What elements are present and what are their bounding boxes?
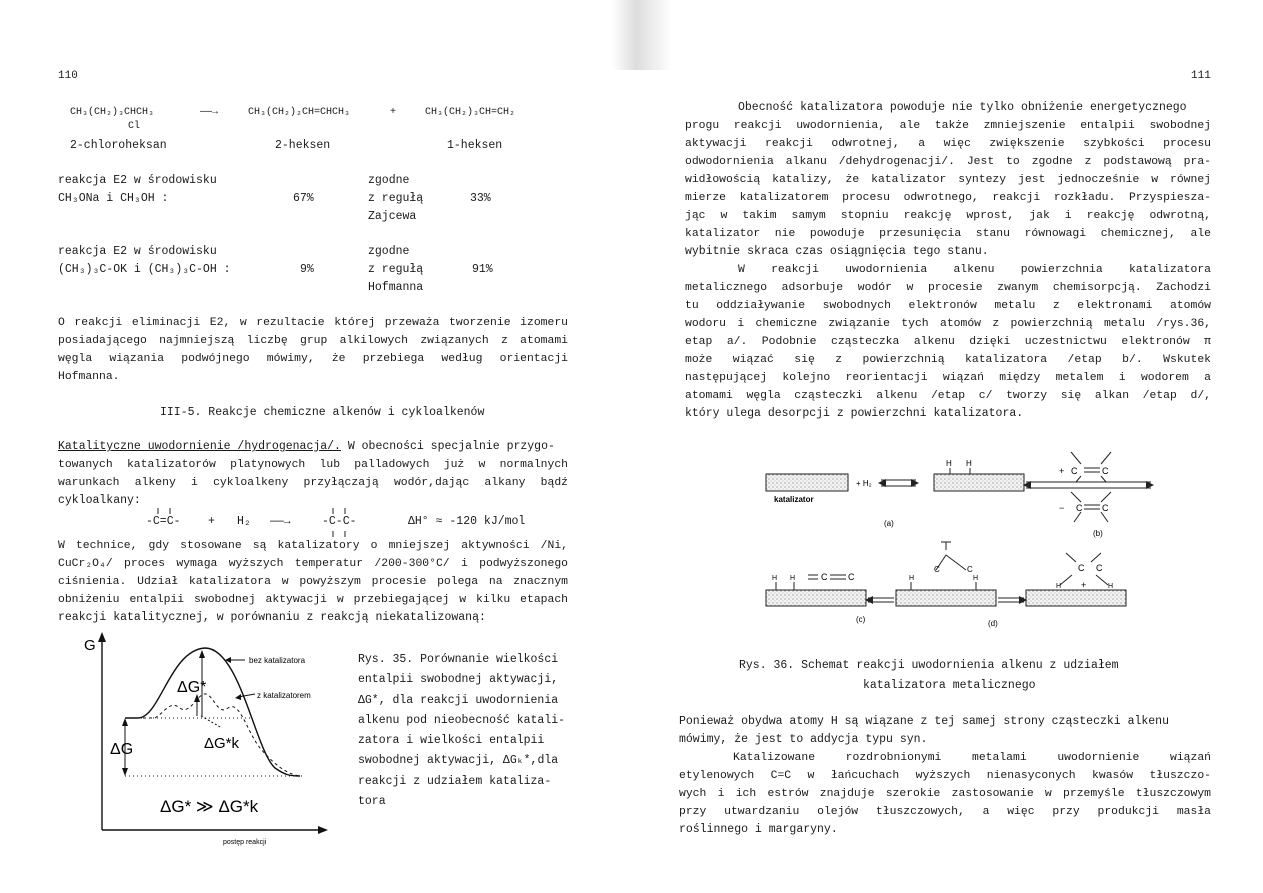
catalyst-surface [766,474,848,491]
e2a-pct1: 67% [293,192,314,205]
relation-label: ΔG* ≫ ΔG*k [160,797,259,816]
paragraph-line: W technice, gdy stosowane są katalizatory o mniejszej aktywności /Ni, [58,540,568,552]
paragraph-line: obniżeniu entalpii swobodnej aktywacji w przebiegającej w kilku etapach [58,594,568,606]
alkane-formula: -C-C- [322,515,357,528]
paragraph-line: odwodornienia alkanu /dehydrogenacji/. Jest to zgodne z podstawową pra- [685,156,1211,168]
plus-sign: + [1059,466,1065,476]
paragraph-line: który ulega desorpcji z powierzchni katalizatora. [685,407,1024,420]
reactant-substituent: Cl [128,121,141,132]
c-atom: C [934,565,940,574]
e2b-pct2: 91% [472,263,493,276]
paragraph-line: etylenowych C=C w łańcuchach wyższych nienasyconych kwasów tłuszczo- [679,770,1211,782]
caption-line: alkenu pod nieobecność katali- [358,713,566,727]
paragraph-line: O reakcji eliminacji E2, w rezultacie której przeważa tworzenie izomeru [58,317,568,329]
e2a-line1: reakcja E2 w środowisku [58,174,217,187]
delta-g-k-label: ΔG*k [204,735,240,752]
catalyst-surface [896,590,996,606]
paragraph-line: posiadającego najmniejszą liczbę grup alkilowych związanych z atomami [58,335,568,347]
left-page [0,0,631,893]
h-atom: H [790,575,796,582]
subsection-title: Katalityczne uwodornienie /hydrogenacja/. [58,440,341,453]
h-atom: H [772,575,778,582]
stage-a-label: (a) [884,519,894,528]
stage-d-label: (d) [988,619,998,628]
axis-y-label: G [84,637,96,654]
paragraph-line: wych i ich estrów znajduje szerokie zastosowanie w przemyśle tłuszczowym [679,788,1211,800]
catalyst-label: katalizator [774,495,814,504]
stage-c-label: (c) [856,615,866,624]
c-atom: C [1102,503,1109,513]
c-atom: C [1096,563,1103,573]
alkene-formula: -C=C- [146,515,181,528]
product1-name: 2-heksen [275,139,331,152]
product2-formula: CH₃(CH₂)₃CH=CH₂ [425,107,516,118]
e2b-rule2: z regułą [368,263,424,276]
h-atom: H [946,459,952,468]
paragraph-line: CuCr₂O₄/ proces wymaga wyższych temperatur /200-300°C/ i podwyższonego [58,558,568,570]
delta-g-star-label: ΔG* [177,679,207,696]
figure-35-energy-diagram [80,630,345,848]
enthalpy-value: ΔH° ≈ -120 kJ/mol [408,515,526,528]
figure-36-caption-line: Rys. 36. Schemat reakcji uwodornienia alkenu z udziałem [739,659,1119,672]
c-atom: C [1078,563,1085,573]
paragraph-line: mierze katalizatorem procesu odwrotnego, reakcji rozkładu. Przyspiesza- [685,192,1211,204]
figure-36-mechanism-diagram [756,450,1196,640]
paragraph-line: węgla wiązania podwójnego mówimy, że przebiega według orientacji [58,353,568,365]
paragraph-line: jąc w takim samym stopniu reakcję wprost, jak i reakcję odwrotną, [685,210,1211,222]
product1-formula: CH₃(CH₂)₂CH=CHCH₃ [248,107,351,118]
plus-sign: + [1081,580,1087,590]
h-atom: H [966,459,972,468]
h-atom: H [909,575,915,582]
c-atom: C [1076,503,1083,513]
paragraph-line: Katalizowane rozdrobnionymi metalami uwodornienie wiązań [733,752,1211,764]
h2-formula: H₂ [237,515,251,528]
product2-name: 1-heksen [447,139,503,152]
paragraph-text: W obecności specjalnie przygo- [340,440,555,453]
axis-x-label: postęp reakcji [223,839,267,846]
e2b-rule1: zgodne [368,245,410,258]
c-atom: C [1102,466,1109,476]
minus-sign: − [1059,503,1065,513]
delta-g-label: ΔG [110,741,134,758]
page-number: 111 [1191,70,1211,82]
section-heading: III-5. Reakcje chemiczne alkenów i cykloalkenów [160,406,485,419]
paragraph-line: warunkach alkeny i cykloalkeny przyłączają wodór,dając alkany bądź [58,477,568,489]
paragraph-line: metalicznego adsorbuje wodór w procesie zwanym chemisorpcją. Zachodzi [685,282,1211,294]
e2b-rule3: Hofmanna [368,281,424,294]
plus-sign: + [390,107,397,118]
paragraph-line: W reakcji uwodornienia alkenu powierzchnia katalizatora [738,264,1211,276]
paragraph-line: ciśnienia. Udział katalizatora w powyższym procesie polega na znacznym [58,576,568,588]
right-page [631,0,1263,893]
reaction-arrow: ——→ [270,515,291,528]
figure-35-caption [358,650,565,812]
caption-line: Rys. 35. Porównanie wielkości [358,653,559,666]
paragraph-line: wodoru i chemiczne związanie tych atomów z powierzchnią metalu /rys.36, [685,318,1211,330]
paragraph-line: progu reakcji uwodornienia, ale także zmniejszenie entalpii swobodnej [685,120,1211,132]
paragraph-line: Obecność katalizatora powoduje nie tylko obniżenie energetycznego [738,101,1187,114]
uncatalyzed-curve [125,648,300,776]
label-catalyzed: z katalizatorem [257,691,311,700]
plus-sign: + [208,515,215,528]
e2a-rule2: z regułą [368,192,424,205]
paragraph-line [58,438,555,456]
caption-line: swobodnej aktywacji, ΔGₖ*,dla [358,754,559,768]
paragraph-line: Ponieważ obydwa atomy H są wiązane z tej samej strony cząsteczki alkenu [679,715,1169,728]
paragraph-line: etap a/. Podobnie cząsteczka alkenu dzięki uczestnictwu elektronów π [685,336,1211,348]
paragraph-line: reakcji katalitycznej, w porównaniu z reakcją niekatalizowaną: [58,611,486,624]
e2a-pct2: 33% [470,192,491,205]
caption-line: tora [358,795,386,809]
h-atom: H [1056,583,1062,590]
stage-b-label: (b) [1093,529,1103,538]
reactant-name: 2-chloroheksan [70,139,167,152]
e2b-line1: reakcja E2 w środowisku [58,245,217,258]
paragraph-line: może wiązać się z powierzchnią katalizatora /etap b/. Wskutek [685,354,1211,366]
paragraph-line: wybitnie skraca czas osiągnięcia tego stanu. [685,245,989,258]
paragraph-line: towanych katalizatorów platynowych lub palladowych już w normalnych [58,459,568,471]
caption-line: entalpii swobodnej aktywacji, [358,673,559,687]
paragraph-line: przy utwardzaniu olejów tłuszczowych, a więc przy produkcji masła [679,806,1211,818]
c-atom: C [848,572,855,582]
reactant-formula: CH₃(CH₂)₃CHCH₃ [70,107,155,118]
e2a-rule3: Zajcewa [368,210,417,223]
paragraph-line: następującej kolejno reorientacji wiązań między metalem i wodorem a [685,372,1211,384]
paragraph-line: katalizator nie powoduje przesunięcia stanu równowagi chemicznej, ale [685,228,1211,240]
paragraph-line: atomami węgla cząsteczki alkenu /etap c/ tworzy się alkan /etap d/, [685,390,1211,402]
e2b-line2: (CH₃)₃C-OK i (CH₃)₃C-OH : [58,263,231,276]
c-atom: C [1071,466,1078,476]
catalyst-surface [766,590,866,606]
page-number: 110 [58,70,78,82]
h2-label: + H₂ [856,479,872,488]
paragraph-line: roślinnego i margaryny. [679,823,838,836]
c-atom: C [821,572,828,582]
paragraph-line: aktywacji reakcji odwrotnej, a więc zwiększenie szybkości procesu [685,138,1211,150]
e2b-pct1: 9% [300,263,314,276]
h-atom: H [1108,583,1114,590]
figure-36-caption-line: katalizatora metalicznego [863,679,1036,692]
caption-line: reakcji z udziałem kataliza- [358,774,552,788]
c-atom: C [967,565,973,574]
label-uncatalyzed: bez katalizatora [249,656,306,665]
paragraph-line: tu oddziaływanie swobodnych elektronów metalu z elektronami atomów [685,300,1211,312]
e2a-rule1: zgodne [368,174,410,187]
catalyst-surface [934,474,1024,491]
catalyst-surface [1026,590,1126,606]
paragraph-line: widłowością katalizy, że katalizator syntezy jest jednocześnie w równej [685,174,1211,186]
paragraph-line: mówimy, że jest to addycja typu syn. [679,733,928,746]
caption-line: zatora i wielkości entalpii [358,734,545,748]
paragraph-line: cykloalkany: [58,494,141,507]
e2a-line2: CH₃ONa i CH₃OH : [58,192,169,205]
caption-line: ΔG*, dla reakcji uwodornienia [358,693,559,707]
reaction-arrow: ——→ [200,107,219,118]
paragraph-line: Hofmanna. [58,371,120,383]
h-atom: H [973,575,979,582]
